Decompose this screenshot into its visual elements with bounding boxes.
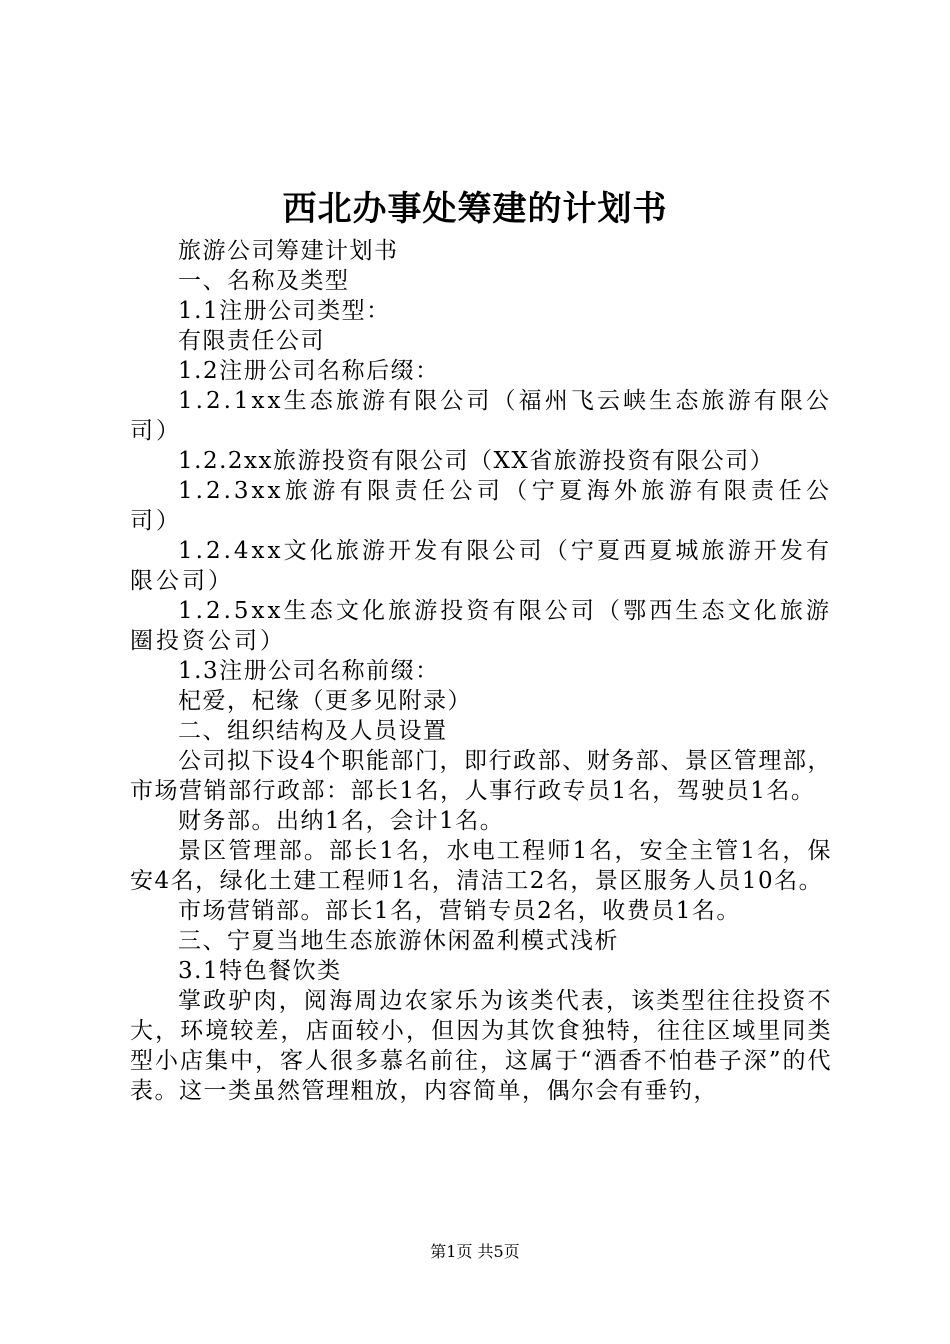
section-heading-name-type: 一、名称及类型 xyxy=(178,268,350,294)
paragraph-suffix-4: 1.2.4xx文化旅游开发有限公司（宁夏西夏城旅游开发有限公司） xyxy=(130,538,832,594)
document-title: 西北办事处筹建的计划书 xyxy=(282,189,668,229)
paragraph-scenic-dept: 景区管理部。部长1名，水电工程师1名，安全主管1名，保安4名，绿化土建工程师1名，清洁工2名，景区服务人员10名。 xyxy=(130,838,832,894)
page-footer: 第1页 共5页 xyxy=(430,1242,520,1261)
paragraph-catering-label: 3.1特色餐饮类 xyxy=(178,958,342,984)
paragraph-departments: 公司拟下设4个职能部门，即行政部、财务部、景区管理部，市场营销部行政部：部长1名，人事行政专员1名，驾驶员1名。 xyxy=(130,748,832,804)
paragraph-finance-dept: 财务部。出纳1名，会计1名。 xyxy=(178,808,505,834)
paragraph-suffix-2: 1.2.2xx旅游投资有限公司（XX省旅游投资有限公司） xyxy=(178,448,775,474)
paragraph-suffix-3: 1.2.3xx旅游有限责任公司（宁夏海外旅游有限责任公司） xyxy=(130,478,832,534)
paragraph-name-suffix-label: 1.2注册公司名称后缀： xyxy=(178,358,440,384)
paragraph-company-type-label: 1.1注册公司类型： xyxy=(178,298,391,324)
paragraph-suffix-5: 1.2.5xx生态文化旅游投资有限公司（鄂西生态文化旅游圈投资公司） xyxy=(130,598,832,654)
paragraph-suffix-1: 1.2.1xx生态旅游有限公司（福州飞云峡生态旅游有限公司） xyxy=(130,388,832,444)
section-heading-organization: 二、组织结构及人员设置 xyxy=(178,718,448,744)
document-body xyxy=(130,236,832,1106)
paragraph-name-prefix-label: 1.3注册公司名称前缀： xyxy=(178,658,440,684)
paragraph-marketing-dept: 市场营销部。部长1名，营销专员2名，收费员1名。 xyxy=(178,898,741,924)
paragraph-name-prefix: 杞爱，杞缘（更多见附录） xyxy=(178,688,472,714)
section-heading-profit-model: 三、宁夏当地生态旅游休闲盈利模式浅析 xyxy=(178,928,619,954)
paragraph-company-type: 有限责任公司 xyxy=(178,328,325,354)
paragraph-catering: 掌政驴肉，阅海周边农家乐为该类代表，该类型往往投资不大，环境较差，店面较小，但因为其饮食独特，往往区域里同类型小店集中，客人很多慕名前往，这属于“酒香不怕巷子深”的代表。这一类虽然管理粗放，内容简单，偶尔会有垂钓， xyxy=(130,988,832,1104)
paragraph-plan-heading: 旅游公司筹建计划书 xyxy=(178,238,399,264)
